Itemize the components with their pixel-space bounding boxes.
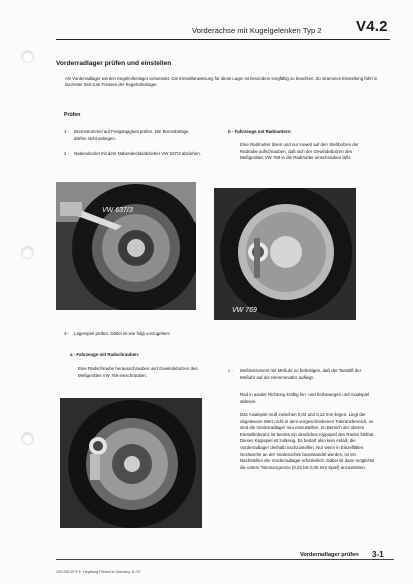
photo-wheel-hub-puller: [56, 182, 196, 310]
step-3-number: 3 -: [64, 331, 70, 336]
step-c-text: Meßinstrument mit Meßuhr so befestigen, daß der Taststift der Meßuhr auf der Klemmmutter aufliegt.: [240, 368, 362, 380]
step-1-text: Bremstrommel auf Freigängigkeit prüfen. Die Bremsbelage dürfen nicht anliegen.: [74, 129, 189, 141]
photo-wheel-measuring-tool: [214, 188, 356, 320]
step-c-paragraph-3: Das Axialspiel muß zwischen 0,03 und 0,12 mm liegen. Liegt der abgelesene Wert nicht in dem vorgeschriebenen Toleranzbereich, so sind die Vorderradlager neu einzustellen. Im Bereich der oberen Einstelltoleranz ist bereits ein deutliches Kippspiel des Rades fühlbar. Dieses Kippspiel ist zulässig. Es bedarf also kein Anlaß, die Vorderradlager deshalb nachzustellen. Nur wenn in Einzelfällen Geräusche an der Vorderachse beanstandet werden, ist ein Nachstellen der Vorderradlager erforderlich. Dabei ist dann möglichst die untere Toleranzgrenze (0,03 bis 0,06 mm Spiel) anzustreben.: [240, 412, 375, 470]
step-c-paragraph-2: Rad in axialer Richtung kräftig hin- und herbewegen und Axialspiel ablesen.: [240, 392, 370, 404]
step-c-number: c -: [228, 368, 233, 373]
section-title: Vorderachse mit Kugelgelenken Typ 2: [192, 26, 322, 35]
punch-hole-1: [21, 50, 34, 63]
header-rule: [56, 39, 390, 40]
step-b-label: b - Fahrzeuge mit Radmuttern:: [228, 129, 292, 134]
footer-rule: [56, 559, 394, 560]
step-a-label: a - Fahrzeuge mit Radschrauben:: [70, 352, 140, 357]
step-a-text: Eine Radschraube herausschrauben und Gewindebolzen des Meßgerätes VW 769 einschrauben.: [78, 366, 198, 378]
footer-page-number: 3-1: [372, 550, 384, 559]
step-3-text: Lagerspiel prüfen. Dabei ist wie folgt vorzugehen:: [74, 331, 171, 336]
step-1-number: 1 -: [64, 129, 70, 134]
punch-hole-3: [21, 432, 34, 445]
step-b-text: Eine Radmutter lösen und nur soweit auf den Stehbolzen der Radnabe aufschrauben, daß sich der Gewindebolzen des Meßgerätes VW 769 in die Radmutter einschrauben läßt.: [240, 142, 359, 161]
page-heading: Vorderradlager prüfen und einstellen: [56, 60, 172, 67]
punch-hole-2: [21, 246, 34, 259]
footer-title: Vorderradlager prüfen: [300, 552, 359, 558]
photo2-label: VW 769: [232, 307, 257, 314]
section-code: V4.2: [356, 18, 388, 35]
step-2-text: Nabendeckel mit dem Nabendeckelabzieher VW 637/3 abziehen.: [74, 151, 201, 156]
subheading-pruefen: Prüfen: [64, 112, 81, 118]
intro-text: Als Vorderradlager werden Kegelrollenlager verwendet. Die Einstellanweisung für diese Lager ist besonders sorgfältig zu beachten. Zu strammes Einstellung führt in kürzester Zeit zum Fressen der Kegelrollenlager.: [65, 76, 378, 88]
footer-imprint: 109.205.00 ® E. Heydlang Printed in Germany 11.70: [56, 570, 140, 574]
photo-brake-drum: [60, 398, 202, 528]
photo1-label: VW 637/3: [102, 207, 133, 214]
step-2-number: 2 -: [64, 151, 70, 156]
